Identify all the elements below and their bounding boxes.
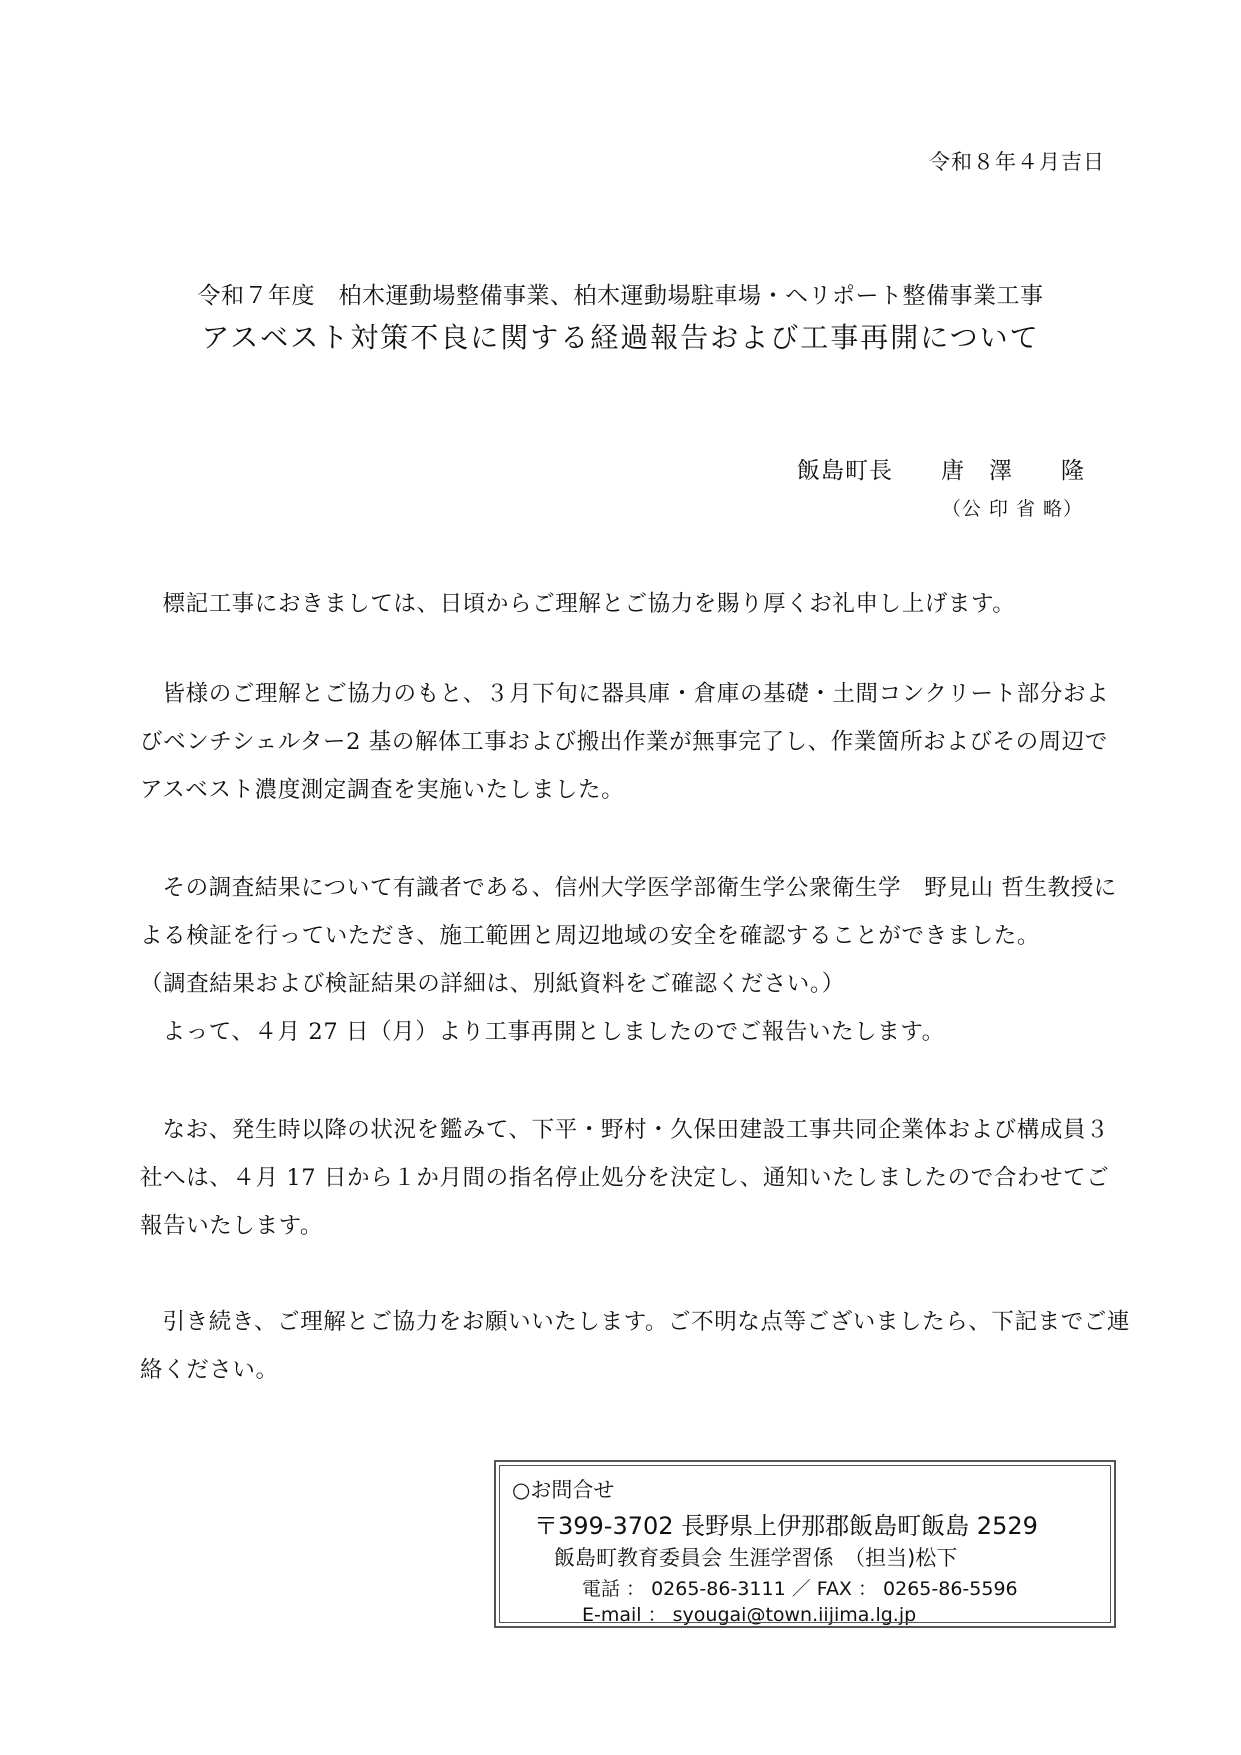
- paragraph-text: 引き続き、ご理解とご協力をお願いいたします。ご不明な点等ございましたら、下記までご連絡ください。: [140, 1309, 1131, 1383]
- sender-position: 飯島町長: [797, 458, 893, 484]
- title-line-1: 令和７年度 柏木運動場整備事業、柏木運動場駐車場・ヘリポート整備事業工事: [197, 283, 1044, 309]
- contact-department: 飯島町教育委員会 生涯学習係 （担当)松下: [554, 1546, 958, 1570]
- paragraph-demolition: [140, 670, 1130, 814]
- paragraph-closing: [140, 1298, 1130, 1394]
- contact-email[interactable]: E-mail ： syougai@town.iijima.lg.jp: [582, 1604, 917, 1626]
- sender-name: 唐 澤 隆: [941, 458, 1085, 484]
- paragraph-text: よって、４月 27 日（月）より工事再開としましたのでご報告いたします。: [162, 1019, 945, 1045]
- contact-address: 〒399-3702 長野県上伊那郡飯島町飯島 2529: [534, 1512, 1038, 1540]
- paragraph-greeting: [140, 580, 1130, 628]
- paragraph-text: （調査結果および検証結果の詳細は、別紙資料をご確認ください。）: [140, 971, 845, 997]
- contact-box: [494, 1460, 1116, 1628]
- paragraph-text: 標記工事におきましては、日頃からご理解とご協力を賜り厚くお礼申し上げます。: [162, 591, 1016, 617]
- paragraph-suspension: [140, 1106, 1130, 1250]
- paragraph-verification: [140, 864, 1130, 1056]
- paragraph-text: なお、発生時以降の状況を鑑みて、下平・野村・久保田建設工事共同企業体および構成員３社へは、４月 17 日から１か月間の指名停止処分を決定し、通知いたしましたので合わせてご報告いたします。: [140, 1117, 1110, 1239]
- seal-note: （公 印 省 略）: [941, 498, 1083, 520]
- sender: [797, 452, 1085, 485]
- document-title: [0, 278, 1241, 362]
- paragraph-text: 皆様のご理解とご協力のもと、３月下旬に器具庫・倉庫の基礎・土間コンクリート部分およびベンチシェルター2 基の解体工事および搬出作業が無事完了し、作業箇所およびその周辺でアスベスト濃度測定調査を実施いたしました。: [140, 681, 1110, 803]
- contact-heading: ○お問合せ: [512, 1478, 615, 1502]
- document-date: 令和８年４月吉日: [929, 150, 1105, 174]
- paragraph-text: その調査結果について有識者である、信州大学医学部衛生学公衆衛生学 野見山 哲生教授による検証を行っていただき、施工範囲と周辺地域の安全を確認することができました。: [140, 875, 1117, 949]
- contact-tel-fax: 電話 ： 0265-86-3111 ／ FAX ： 0265-86-5596: [582, 1578, 1018, 1600]
- title-line-2: アスベスト対策不良に関する経過報告および工事再開について: [201, 321, 1040, 354]
